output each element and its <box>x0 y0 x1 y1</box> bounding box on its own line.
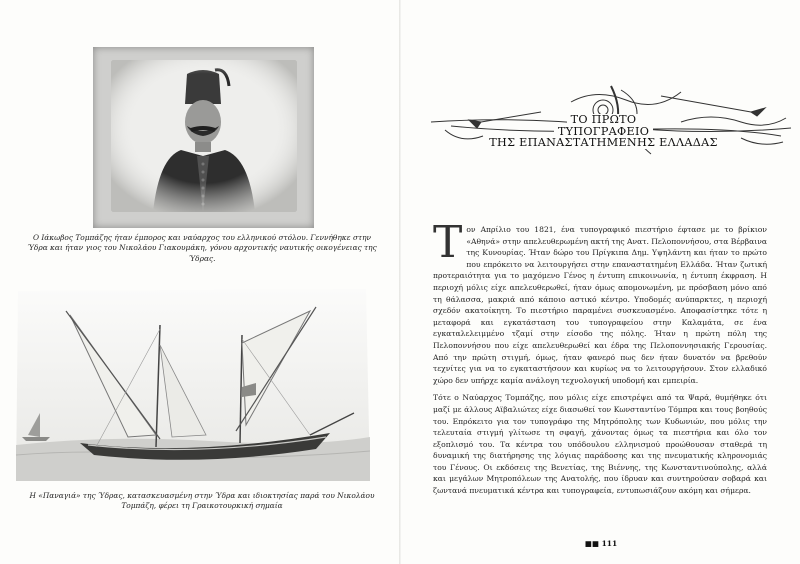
title-line-3: ΤΗΣ ΕΠΑΝΑΣΤΑΤΗΜΕΝΗΣ ΕΛΛΑΔΑΣ <box>485 137 721 149</box>
title-line-2: ΤΥΠΟΓΡΑΦΕΙΟ <box>554 126 653 138</box>
page-number-dots-left: ■■ <box>584 539 602 548</box>
body-text <box>433 217 767 503</box>
portrait-illustration <box>111 60 297 212</box>
page-number-value: 111 <box>601 539 618 548</box>
paragraph-1 <box>433 217 767 386</box>
page-number <box>551 539 651 548</box>
ship-illustration <box>10 285 375 485</box>
portrait-caption: Ο Ιάκωβος Τομπάζης ήταν έμπορος και ναύαρχος του ελληνικού στόλου. Γεννήθηκε στην Ύδρα και ήταν γιος του Νικολάου Γιακουμάκη, γόνου αρχοντικής ναυτικής οικογένειας της Ύδρας. <box>27 233 377 263</box>
right-page <box>401 0 800 564</box>
portrait-frame <box>93 47 314 228</box>
portrait-image <box>111 60 297 212</box>
title-line-1: ΤΟ ΠΡΩΤΟ <box>567 114 641 126</box>
ship-caption: Η «Παναγιά» της Ύδρας, κατασκευασμένη στην Ύδρα και ιδιοκτησίας παρά του Νικολάου Τομπάζη, φέρει τη Γραικοτουρκική σημαία <box>29 491 375 511</box>
paragraph-1-text: ον Απρίλιο του 1821, ένα τυπογραφικό πιεστήριο έφτασε με το βρίκιον «Αθηνά» στην απελευθερωμένη ακτή της Ανατ. Πελοποννήσου, στα Βέρβαινα της Κυνουρίας. Ήταν δώρο του Πρίγκιπα Δημ. Υψηλάντη και ήταν το πρώτο που επρόκειτο να λειτουργήσει στην επαναστατημένη Ελλάδα. Ήταν ζωτική προτεραιότητα για το μαχόμενο Γένος η έντυπη επικοινωνία, η έντυπη έκφραση. Η περιοχή μόλις είχε απελευθερωθεί, ήταν όμως απομονωμένη, με πρόσβαση μόνο από τη θάλασσα, μακριά από κάποιο αστικό κέντρο. Υποδομές ανύπαρκτες, η περιοχή σχεδόν ακατοίκητη. Το πιεστήριο παραμένει συσκευασμένο. Αποφασίστηκε τότε η μεταφορά και εγκατάσταση του τυπογραφείου στην Καλαμάτα, σε ένα εγκαταλελειμμένο τζαμί στην είσοδο της πόλης. Ήταν η πρώτη πόλη της Πελοποννήσου που είχε απελευθερωθεί και έδρα της Πελοποννησιακής Γερουσίας. Από την πρώτη στιγμή, όμως, ήταν φανερό πως δεν ήταν δυνατόν να βρεθούν τεχνίτες για να το εγκαταστήσουν και κυρίως να το λειτουργήσουν. Στον ελλαδικό χώρο δεν υπήρχε καμία ανάλογη τεχνολογική υποδομή και εμπειρία. <box>433 225 767 385</box>
ship-image <box>10 285 375 485</box>
drop-cap: Τ <box>433 217 463 268</box>
chapter-title <box>431 114 776 149</box>
paragraph-2: Τότε ο Ναύαρχος Τομπάζης, που μόλις είχε επιστρέψει από τα Ψαρά, θυμήθηκε ότι μαζί με άλλους Αϊβαλιώτες είχε διασωθεί τον Κωνσταντίνο Τόμπρα και τους βοηθούς του. Επρόκειτο για τον τυπογράφο της Μητρόπολης των Κυδωνιών, που μόλις την τελευταία στιγμή γλίτωσε τη σφαγή, χάνοντας όμως τα πιεστήρια και όλο τον εξοπλισμό του. Τα κέντρα του υπόδουλου ελληνισμού προώθουσαν σταθερά τη δυναμική της διατήρησης της λόγιας παράδοσης και της πνευματικής κληρονομιάς του Γένους. Οι εκδόσεις της Βενετίας, της Βιέννης, της Κωνσταντινούπολης, αλλά και μεγάλων Μητροπόλεων της Ανατολής, που ίδρυαν και συντηρούσαν σοβαρά και ζωντανά πνευματικά κέντρα και τυπογραφεία, εντυπωσιάζουν ακόμη και σήμερα. <box>433 393 767 496</box>
